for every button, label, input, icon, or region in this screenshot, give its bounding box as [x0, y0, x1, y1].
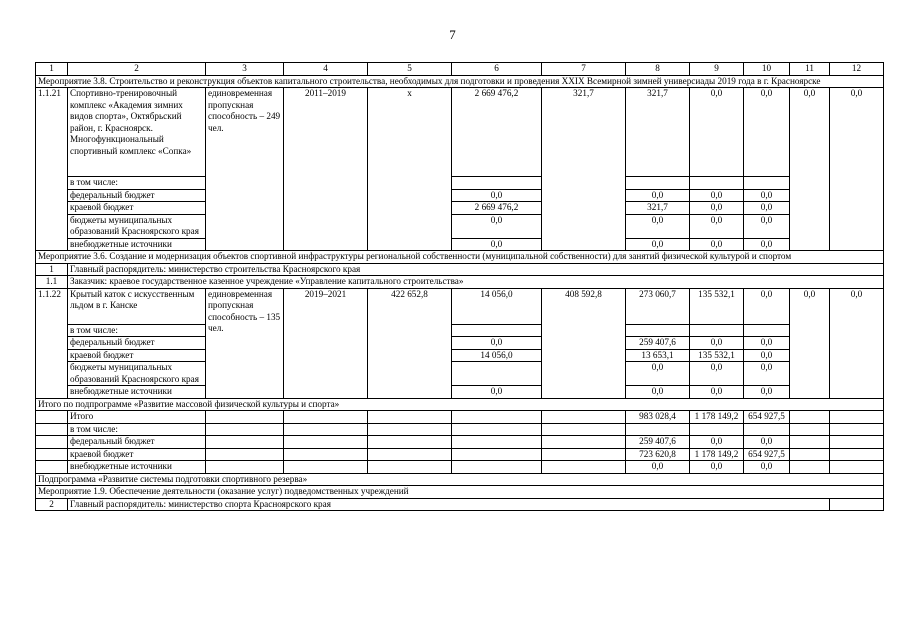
budget-table — [35, 62, 884, 511]
total-row: внебюджетные источники 0,0 0,0 0,0 — [36, 461, 884, 474]
cell-c12: 0,0 — [830, 88, 884, 251]
total-row: краевой бюджет 723 620,8 1 178 149,2 654 927,5 — [36, 448, 884, 461]
page-number: 7 — [449, 27, 456, 42]
cell-c8: 273 060,7 — [626, 288, 690, 324]
cell-c7: 321,7 — [542, 88, 626, 251]
municipal-budget-label: бюджеты муниципальных образований Красноярского края — [68, 214, 206, 238]
col-header: 12 — [830, 63, 884, 76]
total-row — [36, 423, 884, 436]
extra-budget-label: внебюджетные источники — [68, 238, 206, 251]
table-row: внебюджетные источники 0,0 0,0 0,0 0,0 — [36, 386, 884, 399]
col-header: 3 — [206, 63, 284, 76]
section-row — [36, 486, 884, 499]
table-row — [36, 288, 884, 324]
fed-budget-label: федеральный бюджет — [68, 436, 206, 449]
years: 2019–2021 — [284, 288, 368, 398]
cell-c5: х — [368, 88, 452, 251]
fed-budget-label: федеральный бюджет — [68, 337, 206, 350]
cell-c5: 422 652,8 — [368, 288, 452, 398]
section-title: Мероприятие 3.8. Строительство и реконструкция объектов капитального строительства, необходимых для подготовки и проведения XXIX Всемирной зимней универсиады 2019 года в г. Красноярске — [36, 75, 884, 88]
cell-c9: 0,0 — [690, 88, 744, 177]
section-title: Мероприятие 1.9. Обеспечение деятельности (оказание услуг) подведомственных учреждений — [36, 486, 884, 499]
cell-c11: 0,0 — [790, 288, 830, 398]
cell-c11: 0,0 — [790, 88, 830, 251]
main-manager: Главный распорядитель: министерство строительства Красноярского края — [68, 263, 884, 276]
col-header: 9 — [690, 63, 744, 76]
row-id: 1.1.22 — [36, 288, 68, 398]
col-header: 5 — [368, 63, 452, 76]
table-row: 1.1 Заказчик: краевое государственное казенное учреждение «Управление капитального строительства» — [36, 276, 884, 289]
col-header: 2 — [68, 63, 206, 76]
cell-c12: 0,0 — [830, 288, 884, 398]
regional-budget-label: краевой бюджет — [68, 202, 206, 215]
col-header: 11 — [790, 63, 830, 76]
cell-c10: 0,0 — [744, 88, 790, 177]
table-row — [36, 324, 884, 337]
section-row — [36, 251, 884, 264]
row-id: 1.1.21 — [36, 88, 68, 251]
cell-c8: 321,7 — [626, 88, 690, 177]
fed-budget-label: федеральный бюджет — [68, 189, 206, 202]
total-row: Итого 983 028,4 1 178 149,2 654 927,5 — [36, 411, 884, 424]
years: 2011–2019 — [284, 88, 368, 251]
table-row: внебюджетные источники 0,0 0,0 0,0 0,0 — [36, 238, 884, 251]
object-capacity: единовременная пропускная способность – 135 чел. — [206, 288, 284, 398]
total-label: Итого — [68, 411, 206, 424]
section-row — [36, 75, 884, 88]
subprogram-title: Подпрограмма «Развитие системы подготовки спортивного резерва» — [36, 473, 884, 486]
section-row — [36, 398, 884, 411]
regional-budget-label: краевой бюджет — [68, 349, 206, 362]
table-row — [36, 88, 884, 177]
table-row: краевой бюджет 2 669 476,2 321,7 0,0 0,0 — [36, 202, 884, 215]
cell-c9: 135 532,1 — [690, 288, 744, 324]
table-row: бюджеты муниципальных образований Красноярского края 0,0 0,0 0,0 0,0 — [36, 214, 884, 238]
section-title: Итого по подпрограмме «Развитие массовой физической культуры и спорта» — [36, 398, 884, 411]
including-label: в том числе: — [68, 324, 206, 337]
col-header: 7 — [542, 63, 626, 76]
cell-c7: 408 592,8 — [542, 288, 626, 398]
regional-budget-label: краевой бюджет — [68, 448, 206, 461]
table-row: краевой бюджет 14 056,0 13 653,1 135 532,1 0,0 — [36, 349, 884, 362]
col-header: 6 — [452, 63, 542, 76]
table-row: бюджеты муниципальных образований Красноярского края 0,0 0,0 0,0 — [36, 362, 884, 386]
object-capacity: единовременная пропускная способность – 249 чел. — [206, 88, 284, 251]
total-row: федеральный бюджет 259 407,6 0,0 0,0 — [36, 436, 884, 449]
including-label: в том числе: — [68, 423, 206, 436]
extra-budget-label: внебюджетные источники — [68, 461, 206, 474]
cell-c6: 14 056,0 — [452, 288, 542, 324]
section-title: Мероприятие 3.6. Создание и модернизация объектов спортивной инфраструктуры региональной собственности (муниципальной собственности) для занятий физической культурой и спортом — [36, 251, 884, 264]
object-name: Крытый каток с искусственным льдом в г. Канске — [68, 288, 206, 324]
main-manager: Главный распорядитель: министерство спорта Красноярского края — [68, 498, 830, 511]
including-label: в том числе: — [68, 177, 206, 190]
customer: Заказчик: краевое государственное казенное учреждение «Управление капитального строительства» — [68, 276, 884, 289]
object-name: Спортивно-тренировочный комплекс «Академия зимних видов спорта», Октябрьский район, г. Красноярск. Многофункциональный спортивный комплекс «Сопка» — [68, 88, 206, 177]
col-header: 1 — [36, 63, 68, 76]
col-header: 4 — [284, 63, 368, 76]
table-row — [36, 177, 884, 190]
table-row: федеральный бюджет 0,0 259 407,6 0,0 0,0 — [36, 337, 884, 350]
cell-c10: 0,0 — [744, 288, 790, 324]
extra-budget-label: внебюджетные источники — [68, 386, 206, 399]
table-row: федеральный бюджет 0,0 0,0 0,0 0,0 — [36, 189, 884, 202]
col-header: 10 — [744, 63, 790, 76]
cell-c6: 2 669 476,2 — [452, 88, 542, 177]
col-header: 8 — [626, 63, 690, 76]
section-row — [36, 473, 884, 486]
municipal-budget-label: бюджеты муниципальных образований Красноярского края — [68, 362, 206, 386]
table-row: 1 Главный распорядитель: министерство строительства Красноярского края — [36, 263, 884, 276]
header-row — [36, 63, 884, 76]
table-row: 2 Главный распорядитель: министерство спорта Красноярского края — [36, 498, 884, 511]
